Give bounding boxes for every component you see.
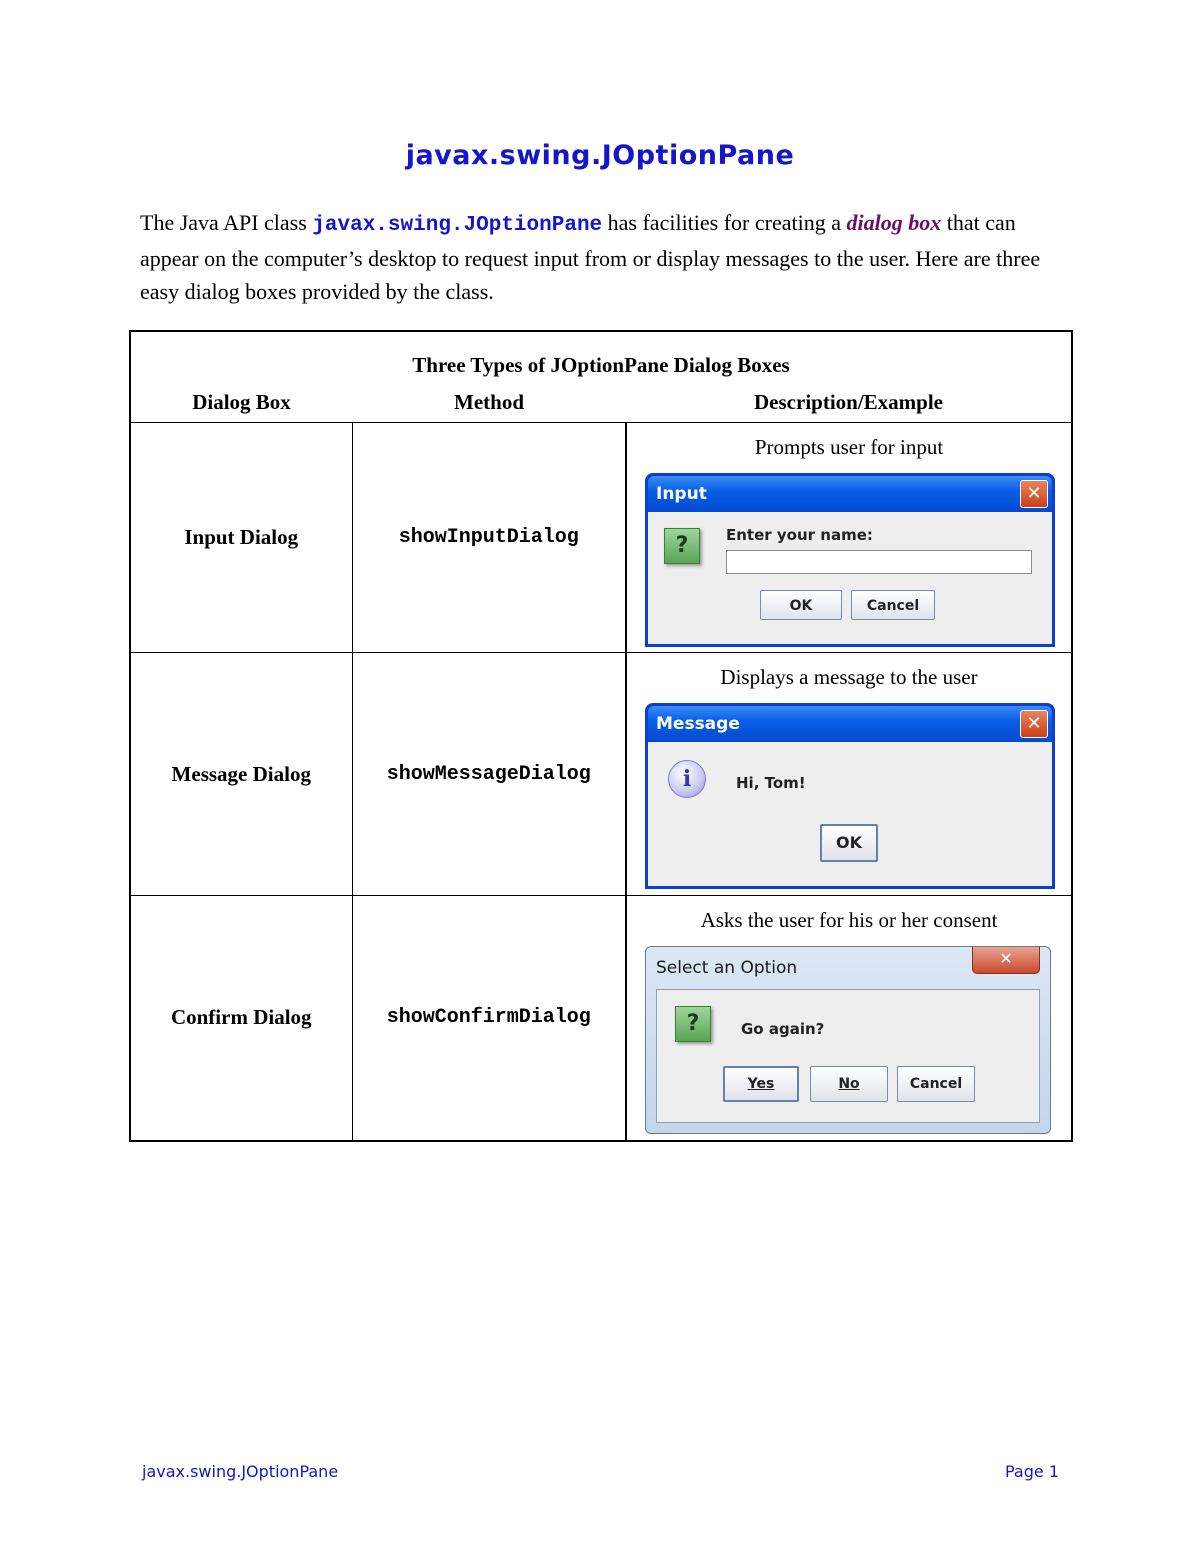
dialog-types-table xyxy=(129,330,1073,1142)
row-description xyxy=(626,653,1072,896)
page-title: javax.swing.JOptionPane xyxy=(405,140,795,171)
cancel-button[interactable]: Cancel xyxy=(897,1066,975,1102)
dialog-title: Select an Option xyxy=(656,958,798,978)
page-number: Page 1 xyxy=(1005,1462,1059,1481)
description-text: Prompts user for input xyxy=(754,435,944,459)
dialog-title-bar[interactable] xyxy=(648,476,1052,512)
class-name-code: javax.swing.JOptionPane xyxy=(312,214,603,237)
dialog-title-bar[interactable] xyxy=(648,706,1052,742)
row-name: Input Dialog xyxy=(130,423,352,653)
confirm-dialog-window xyxy=(645,946,1051,1134)
close-icon[interactable]: ✕ xyxy=(1020,480,1048,508)
dialog-box-term: dialog box xyxy=(846,210,942,235)
footer-title: javax.swing.JOptionPane xyxy=(142,1462,339,1481)
column-header-description: Description/Example xyxy=(626,382,1072,423)
row-method: showMessageDialog xyxy=(352,653,626,896)
table-caption: Three Types of JOptionPane Dialog Boxes xyxy=(412,353,790,377)
dialog-message: Enter your name: xyxy=(726,526,873,544)
row-description xyxy=(626,896,1072,1141)
description-text: Asks the user for his or her consent xyxy=(700,908,998,932)
dialog-message: Go again? xyxy=(741,1020,825,1038)
ok-button[interactable]: OK xyxy=(820,824,878,862)
intro-paragraph: The Java API class javax.swing.JOptionPane has facilities for creating a dialog box that can appear on the computer’s desktop to request input from or display messages to the user. Here are three easy dialog boxes provided by the class. xyxy=(140,210,1041,304)
row-description xyxy=(626,423,1072,653)
close-icon[interactable]: ✕ xyxy=(1020,710,1048,738)
row-name: Confirm Dialog xyxy=(130,896,352,1141)
description-text: Displays a message to the user xyxy=(720,665,978,689)
row-name: Message Dialog xyxy=(130,653,352,896)
dialog-title: Message xyxy=(656,714,740,734)
input-dialog-window xyxy=(645,473,1055,647)
message-dialog-window xyxy=(645,703,1055,889)
table-row xyxy=(130,653,1072,896)
table-row xyxy=(130,896,1072,1141)
table-row xyxy=(130,423,1072,653)
row-method: showConfirmDialog xyxy=(352,896,626,1141)
no-button[interactable]: No xyxy=(810,1066,888,1102)
question-icon: ? xyxy=(675,1006,711,1042)
dialog-message: Hi, Tom! xyxy=(736,774,806,792)
ok-button[interactable]: OK xyxy=(760,590,842,620)
question-icon: ? xyxy=(664,528,700,564)
close-icon[interactable]: ✕ xyxy=(972,947,1040,974)
column-header-dialog-box: Dialog Box xyxy=(130,382,352,423)
info-icon: i xyxy=(668,760,706,798)
dialog-title-bar[interactable] xyxy=(646,947,1050,987)
row-method: showInputDialog xyxy=(352,423,626,653)
cancel-button[interactable]: Cancel xyxy=(851,590,935,620)
dialog-title: Input xyxy=(656,484,707,504)
yes-button[interactable]: Yes xyxy=(723,1066,799,1102)
column-header-method: Method xyxy=(352,382,626,423)
name-input[interactable] xyxy=(726,550,1032,574)
